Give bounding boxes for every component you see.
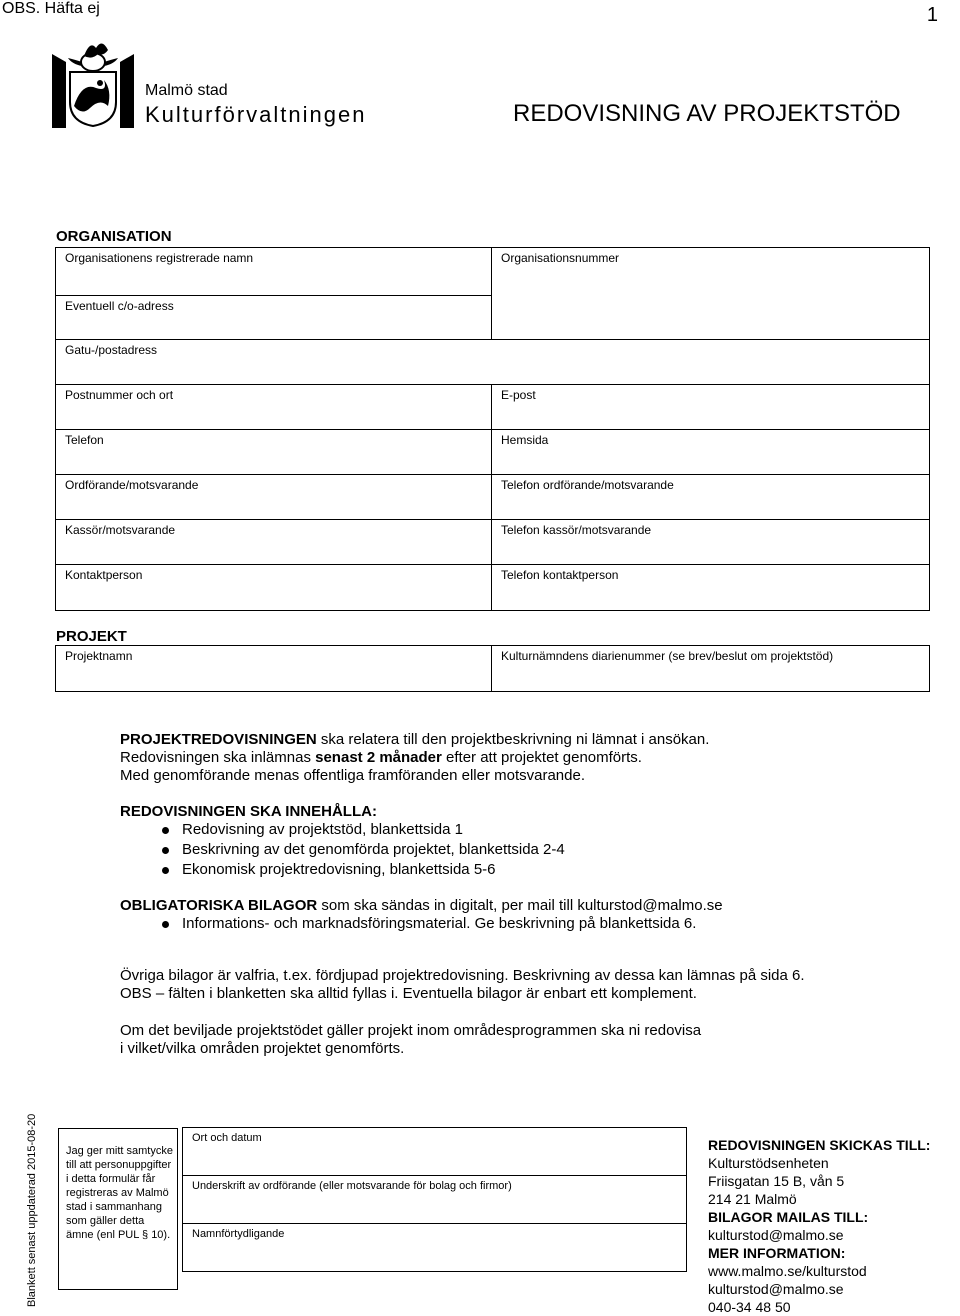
- area-line-1: Om det beviljade projektstödet gäller projekt inom områdesprogrammen ska ni redovisa: [120, 1022, 702, 1039]
- city-name: Malmö stad: [145, 82, 228, 99]
- email-field[interactable]: [492, 385, 930, 430]
- info-line-2-a: Redovisningen ska inlämnas: [120, 749, 316, 766]
- website-field[interactable]: [492, 430, 930, 475]
- info-paragraph: [120, 731, 709, 785]
- place-date-label: Ort och datum: [192, 1132, 262, 1144]
- content-heading: REDOVISNINGEN SKA INNEHÅLLA:: [120, 803, 377, 820]
- list-item-text: Redovisning av projektstöd, blankettsida 1: [182, 821, 464, 838]
- signature-table: [182, 1127, 687, 1272]
- info-line-1-bold: PROJEKTREDOVISNINGEN: [120, 731, 317, 748]
- consent-box: [58, 1128, 178, 1290]
- info-line-2: [120, 749, 709, 767]
- email-label: E-post: [501, 388, 536, 402]
- info-line-2-bold: senast 2 månader: [315, 749, 442, 766]
- list-item-text: Beskrivning av det genomförda projektet, blankettsida 2-4: [182, 841, 565, 858]
- projekt-table: [55, 645, 930, 692]
- co-address-label: Eventuell c/o-adress: [65, 299, 174, 313]
- list-item: [120, 860, 565, 880]
- chairperson-label: Ordförande/motsvarande: [65, 478, 199, 492]
- org-name-field[interactable]: [56, 248, 492, 296]
- document-title: REDOVISNING AV PROJEKTSTÖD: [513, 100, 901, 127]
- area-programme-note: [120, 1022, 701, 1058]
- zip-city-field[interactable]: [56, 385, 492, 430]
- name-clarification-label: Namnförtydligande: [192, 1228, 285, 1240]
- diary-number-field[interactable]: [492, 646, 930, 692]
- postal-address-label: Gatu-/postadress: [65, 343, 158, 357]
- website-label: Hemsida: [501, 433, 549, 447]
- contact-person-label: Kontaktperson: [65, 568, 143, 582]
- area-line-2: i vilket/vilka områden projektet genomförts.: [120, 1040, 405, 1057]
- place-date-field[interactable]: [183, 1128, 687, 1176]
- list-item: [120, 840, 565, 860]
- bullet-icon: [162, 827, 169, 834]
- bullet-icon: [162, 921, 169, 928]
- consent-text: Jag ger mitt samtycke till att personuppgifter i detta formulär får registreras av Malmö stad i sammanhang som gäller detta ämne (enl PUL § 10).: [66, 1145, 173, 1241]
- more-info-heading: MER INFORMATION:: [708, 1245, 846, 1261]
- contact-phone-label: Telefon kontaktperson: [501, 568, 619, 582]
- postal-address-field[interactable]: [56, 340, 930, 385]
- info-line-1-rest: ska relatera till den projektbeskrivning ni lämnat i ansökan.: [316, 731, 710, 748]
- send-line: Friisgatan 15 B, vån 5: [708, 1173, 845, 1189]
- content-list: [120, 820, 565, 880]
- info-line-3: Med genomförande menas offentliga framföranden eller motsvarande.: [120, 767, 585, 784]
- attachments-line: [120, 897, 723, 915]
- more-info-line: kulturstod@malmo.se: [708, 1281, 844, 1297]
- treasurer-phone-label: Telefon kassör/motsvarande: [501, 523, 652, 537]
- org-number-label: Organisationsnummer: [501, 251, 620, 265]
- mail-heading: BILAGOR MAILAS TILL:: [708, 1209, 869, 1225]
- signature-label: Underskrift av ordförande (eller motsvarande för bolag och firmor): [192, 1180, 512, 1192]
- contact-person-field[interactable]: [56, 565, 492, 611]
- org-name-label: Organisationens registrerade namn: [65, 251, 254, 265]
- attachments-rest: som ska sändas in digitalt, per mail till kulturstod@malmo.se: [317, 897, 723, 914]
- info-line-1: [120, 731, 709, 749]
- mail-address: kulturstod@malmo.se: [708, 1227, 844, 1243]
- other-line-1: Övriga bilagor är valfria, t.ex. fördjupad projektredovisning. Beskrivning av dessa kan lämnas på sida 6.: [120, 967, 805, 984]
- list-item: [120, 820, 565, 840]
- list-item: [120, 914, 696, 934]
- phone-label: Telefon: [65, 433, 104, 447]
- organisation-table: [55, 247, 930, 611]
- signature-field[interactable]: [183, 1176, 687, 1224]
- list-item-text: Ekonomisk projektredovisning, blankettsida 5-6: [182, 861, 496, 878]
- bullet-icon: [162, 847, 169, 854]
- department-name: Kulturförvaltningen: [145, 102, 367, 127]
- more-info-line: 040-34 48 50: [708, 1299, 791, 1315]
- chairperson-field[interactable]: [56, 475, 492, 520]
- obs-note: OBS. Häfta ej: [2, 0, 100, 17]
- send-heading: REDOVISNINGEN SKICKAS TILL:: [708, 1137, 931, 1153]
- zip-city-label: Postnummer och ort: [65, 388, 174, 402]
- project-name-label: Projektnamn: [65, 649, 133, 663]
- bullet-icon: [162, 867, 169, 874]
- info-line-2-b: efter att projektet genomförts.: [441, 749, 642, 766]
- attachments-bold: OBLIGATORISKA BILAGOR: [120, 897, 318, 914]
- more-info-line: www.malmo.se/kulturstod: [708, 1263, 867, 1279]
- project-name-field[interactable]: [56, 646, 492, 692]
- malmo-coat-of-arms-icon: [52, 36, 134, 128]
- contact-phone-field[interactable]: [492, 565, 930, 611]
- treasurer-field[interactable]: [56, 520, 492, 565]
- send-line: Kulturstödsenheten: [708, 1155, 829, 1171]
- name-clarification-field[interactable]: [183, 1224, 687, 1272]
- treasurer-phone-field[interactable]: [492, 520, 930, 565]
- other-attachments: [120, 967, 805, 1003]
- page-number: 1: [926, 4, 938, 26]
- other-line-2: OBS – fälten i blanketten ska alltid fyllas i. Eventuella bilagor är enbart ett komplement.: [120, 985, 697, 1002]
- treasurer-label: Kassör/motsvarande: [65, 523, 176, 537]
- list-item-text: Informations- och marknadsföringsmaterial. Ge beskrivning på blankettsida 6.: [182, 915, 697, 932]
- attachments-list: [120, 914, 696, 934]
- co-address-field[interactable]: [56, 296, 492, 340]
- organisation-heading: ORGANISATION: [56, 228, 172, 245]
- form-updated-date: Blankett senast uppdaterad 2015-08-20: [26, 1113, 38, 1307]
- send-to-block: [708, 1136, 930, 1316]
- phone-field[interactable]: [56, 430, 492, 475]
- send-line: 214 21 Malmö: [708, 1191, 797, 1207]
- diary-number-label: Kulturnämndens diarienummer (se brev/beslut om projektstöd): [501, 649, 834, 663]
- projekt-heading: PROJEKT: [56, 628, 127, 645]
- chairperson-phone-field[interactable]: [492, 475, 930, 520]
- chairperson-phone-label: Telefon ordförande/motsvarande: [501, 478, 674, 492]
- org-number-field[interactable]: [492, 248, 930, 340]
